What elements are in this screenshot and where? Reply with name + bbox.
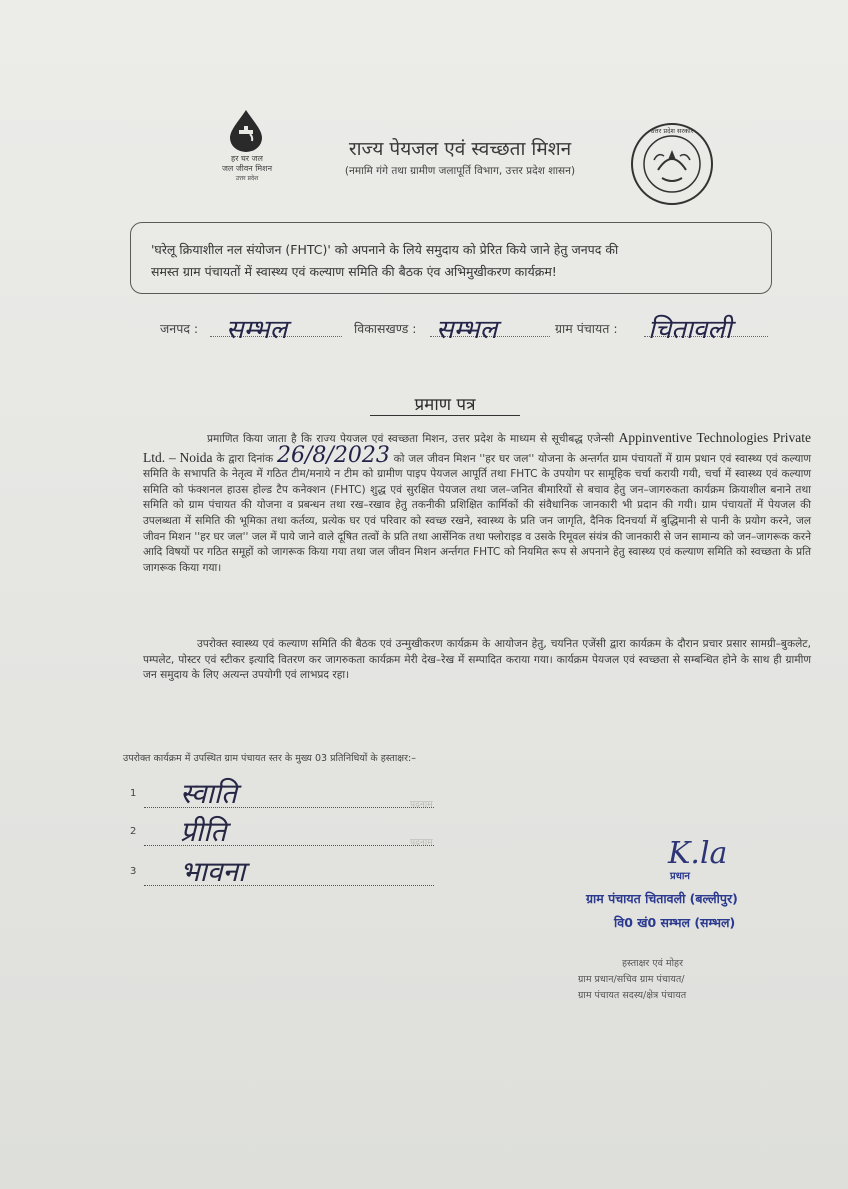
signatory-signature: स्वाति: [180, 777, 237, 810]
logo-caption: जल जीवन मिशन: [221, 164, 273, 173]
certificate-paragraph-1: [143, 430, 811, 576]
logo-caption: हर घर जल: [231, 154, 263, 163]
mission-title: राज्य पेयजल एवं स्वच्छता मिशन: [348, 138, 572, 160]
signatory-number: 2: [130, 826, 137, 837]
up-government-emblem: [628, 120, 716, 208]
banner-line-1: 'घरेलू क्रियाशील नल संयोजन (FHTC)' को अपनाने के लिये समुदाय को प्रेरित किये जाने हेतु जनपद की: [151, 242, 619, 257]
stamp-role: प्रधान: [670, 871, 690, 882]
paragraph-text: उपरोक्त स्वास्थ्य एवं कल्याण समिति की बैठक एवं उन्मुखीकरण कार्यक्रम के आयोजन हेतु, चयनित एजेंसी द्वारा कार्यक्रम के दौरान प्रचार प्रसार सामग्री–बुकलेट, पम्पलेट, पोस्टर एवं स्टीकर इत्यादि वितरण कर जागरुकता कार्यक्रम मेरी देख–रेख में सम्पादित कराया गया। कार्यक्रम पेयजल एवं स्वच्छता से सम्बन्धित होने के साथ ही ग्रामीण जन समुदाय के लिए अत्यन्त उपयोगी एवं लाभप्रद रहा।: [143, 638, 811, 682]
signatories-heading: उपरोक्त कार्यक्रम में उपस्थित ग्राम पंचायत स्तर के मुख्य 03 प्रतिनिधियों के हस्ताक्षर:–: [123, 753, 416, 764]
paragraph-text: प्रमाणित किया जाता है कि राज्य पेयजल एवं स्वच्छता मिशन, उत्तर प्रदेश के माध्यम से सूचीबद्ध एजेन्सी: [207, 433, 615, 445]
faint-label: पदनाम: [410, 800, 433, 810]
panchayat-value: चितावली: [648, 315, 732, 345]
banner-line-2: समस्त ग्राम पंचायतों में स्वास्थ्य एवं कल्याण समिति की बैठक एंव अभिमुखीकरण कार्यक्रम!: [151, 264, 557, 279]
stamp-line-2: वि0 खं0 सम्भल (सम्भल): [614, 915, 736, 930]
footer-line-1: हस्ताक्षर एवं मोहर: [622, 958, 683, 969]
signatory-row: [130, 855, 440, 888]
emblem-text: उत्तर प्रदेश सरकार: [650, 127, 694, 135]
signatory-number: 1: [130, 788, 137, 799]
agency-name: Appinventive: [618, 430, 693, 445]
water-drop-icon: [226, 108, 266, 152]
mission-subtitle: (नमामि गंगे तथा ग्रामीण जलापूर्ति विभाग, उत्तर प्रदेश शासन): [344, 165, 576, 177]
signatory-signature: भावना: [180, 855, 246, 888]
agency-name-2: Technologies Private Ltd. – Noida: [143, 430, 811, 465]
paragraph-text: को जल जीवन मिशन ''हर घर जल'' योजना के अन्तर्गत ग्राम पंचायतों में ग्राम प्रधान एवं स्वास्थ्य एवं कल्याण समिति के सभापति के नेतृत्व में गठित टीम/मनाये न टीम को ग्रामीण पाइप पेयजल आपूर्ति तथा FHTC के उपयोग पर सामूहिक चर्चा करायी गयी, चर्चा में स्वास्थ्य एवं कल्याण समिति को फंक्शनल हाउस होल्ड टैप कनेक्शन (FHTC) शुद्ध एवं सुरक्षित पेयजल तथा जल–जनित बीमारियों से बचाव हेतु जन–जागरुकता कार्यक्रम क्रियाशील बनाने तथा समिति को ग्राम पंचायत की योजना व प्रबन्धन तथा रख–रखाव हेतु तकनीकी प्रशिक्षित कार्मिकों की संवैधानिक जानकारी भी प्रदान की गयी। ग्राम पंचायतों में पेयजल की उपलब्धता में समिति की भूमिका तथा कर्तव्य, प्रत्येक घर एवं परिवार को स्वच्छ रखने, स्वास्थ्य के प्रति जन जागृति, दैनिक दिनचर्या में बुद्धिमानी से पानी के प्रयोग करने, जल जीवन मिशन ''हर घर जल'' जल में पाये जाने वाले दूषित तत्वों के प्रति तथा आर्सेनिक तथा फ्लोराइड व उसके रिमूवल संयंत्र की जानकारी से जन सामान्य को जन–जागरूक करने आदि विषयों पर गठित समूहों को जागरूक किया गया तथा जल जीवन मिशन अर्न्तगत FHTC को नियमित रूप से अपनाने हेतु स्वास्थ्य एवं कल्याण समिति को स्वच्छता के प्रति जागरूक किया गया।: [143, 452, 811, 574]
panchayat-label: ग्राम पंचायत :: [555, 321, 618, 336]
district-label: जनपद :: [160, 321, 199, 336]
date-value: 26/8/2023: [277, 442, 390, 468]
signatory-signature: प्रीति: [180, 815, 227, 848]
certificate-paragraph-2: [143, 637, 811, 684]
stamp-line-1: ग्राम पंचायत चितावली (बल्लीपुर): [586, 891, 738, 906]
footer-line-3: ग्राम पंचायत सदस्य/क्षेत्र पंचायत: [578, 990, 687, 1001]
signatory-number: 3: [130, 866, 137, 877]
paragraph-text: के द्वारा दिनांक: [216, 452, 274, 465]
block-value: सम्भल: [436, 315, 498, 345]
program-banner: [130, 222, 772, 294]
signatory-row: [130, 815, 440, 848]
har-ghar-jal-logo: [212, 108, 282, 188]
signatory-row: [130, 777, 440, 810]
faint-label: पदनाम: [410, 838, 433, 848]
block-label: विकासखण्ड :: [354, 321, 417, 336]
logo-caption: उत्तर प्रदेश: [235, 175, 259, 182]
pradhan-signature: K.la: [668, 836, 728, 871]
district-value: सम्भल: [226, 315, 288, 345]
certificate-title: प्रमाण पत्र: [370, 392, 520, 416]
footer-line-2: ग्राम प्रधान/सचिव ग्राम पंचायत/: [578, 974, 685, 985]
